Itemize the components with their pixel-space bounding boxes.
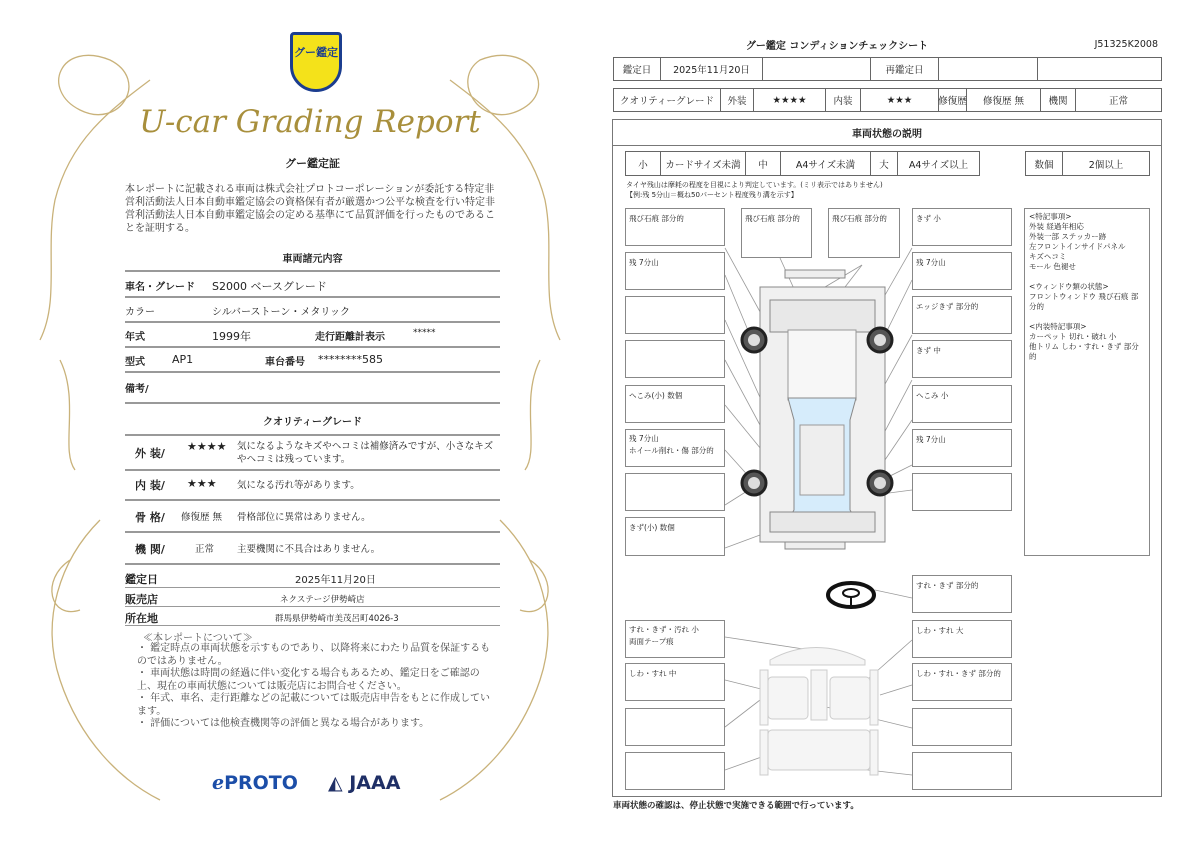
- exterior-note-box: 残 7分山 ホイール削れ・傷 部分的: [625, 429, 725, 467]
- grade-title: クオリティーグレード: [263, 417, 362, 428]
- cell: A4サイズ以上: [908, 159, 969, 171]
- note-line: 左フロントインサイドパネル: [1029, 242, 1126, 251]
- cell: 正常: [1108, 96, 1128, 107]
- cell: 2025年11月20日: [661, 58, 763, 80]
- tire-note: タイヤ残山は摩耗の程度を目視により判定しています。(ミリ表示ではありません) 【例:残 5分山＝概ね50パーセント程度残り溝を示す】: [626, 181, 883, 199]
- remarks-label: 備考/: [125, 384, 149, 395]
- address-row: 所在地 群馬県伊勢崎市美茂呂町4026-3: [125, 612, 399, 625]
- sheet-title: グー鑑定 コンディションチェックシート: [745, 41, 929, 52]
- exterior-note-box: きず 中: [912, 340, 1012, 378]
- exterior-note-box: [625, 473, 725, 511]
- exterior-note-box: 飛び石痕 部分的: [828, 208, 900, 258]
- about-item: ・ 評価については他検査機関等の評価と異なる場合があります。: [137, 718, 430, 729]
- cell: 外装: [721, 89, 754, 111]
- note-line: <特記事項>: [1029, 212, 1072, 221]
- about-item: ・ 年式、車名、走行距離などの記載については販売店申告をもとに作成しています。: [137, 693, 490, 717]
- spec-name-row: 車名・グレード S2000 ベースグレード: [125, 280, 327, 293]
- exterior-note-box: きず(小) 数個: [625, 517, 725, 556]
- exterior-note-box: きず 小: [912, 208, 1012, 246]
- cell: 機関: [1041, 89, 1076, 111]
- note-line: 外装 経過年相応: [1029, 222, 1084, 231]
- grade-row-exterior: 外 装/ ★★★★ 気になるようなキズやヘコミは補修済みですが、小さなキズやヘコミは残っています。: [135, 440, 494, 465]
- cell: 数個: [1026, 152, 1063, 175]
- spec-title: 車両諸元内容: [282, 254, 343, 265]
- interior-note-box: [625, 752, 725, 790]
- interior-note-box: すれ・きず 部分的: [912, 575, 1012, 613]
- exterior-note-box: へこみ 小: [912, 385, 1012, 423]
- exterior-note-box: 残 7分山: [912, 429, 1012, 467]
- note-line: 外装一部 ステッカー跡: [1029, 232, 1107, 241]
- note-line: フロントウィンドウ 飛び石痕 部分的: [1029, 292, 1139, 311]
- exterior-note-box: [912, 473, 1012, 511]
- cell: 内装: [826, 89, 861, 111]
- sheet-footer: 車両状態の確認は、停止状態で実施できる範囲で行っています。: [613, 801, 859, 811]
- special-notes-box: [1024, 208, 1150, 556]
- cell: 2個以上: [1088, 159, 1124, 171]
- cell: ★★★★: [754, 89, 826, 111]
- interior-note-box: [912, 708, 1012, 746]
- note-line: <ウィンドウ類の状態>: [1029, 282, 1109, 291]
- about-item: ・ 車両状態は時間の経過に伴い変化する場合もあるため、鑑定日をご確認の上、現在の車両状態については販売店にお問合せください。: [137, 668, 480, 692]
- cell: 再鑑定日: [871, 58, 939, 80]
- exterior-note-box: 残 7分山: [625, 252, 725, 290]
- proto-logo: ℯPROTO: [212, 772, 298, 794]
- cell: カードサイズ未満: [661, 152, 746, 175]
- cell: クオリティーグレード: [614, 89, 721, 111]
- interior-note-box: すれ・きず・汚れ 小 両面テープ痕: [625, 620, 725, 658]
- cell: 小: [626, 152, 661, 175]
- about-item: ・ 鑑定時点の車両状態を示すものであり、以降将来にわたり品質を保証するものではありません。: [137, 643, 491, 667]
- exterior-note-box: 残 7分山: [912, 252, 1012, 290]
- section-title: 車両状態の説明: [612, 119, 1162, 146]
- cell: ★★★: [861, 89, 939, 111]
- car-top-view: [742, 270, 892, 549]
- cell: 鑑定日: [614, 58, 661, 80]
- cert-body: 本レポートに記載される車両は株式会社プロトコーポレーションが委託する特定非営利活動法人日本自動車鑑定協会の資格保有者が厳選かつ公平な検査を行い特定非営利活動法人日本自動車鑑定協会の定める基準にて品質評価を行ったものであることを証明する。: [125, 184, 495, 234]
- interior-note-box: [912, 752, 1012, 790]
- exterior-note-box: エッジきず 部分的: [912, 296, 1012, 334]
- exterior-note-box: 飛び石痕 部分的: [741, 208, 812, 258]
- exterior-note-box: [625, 340, 725, 378]
- cell: A4サイズ未満: [781, 152, 871, 175]
- note-line: <内装特記事項>: [1029, 322, 1087, 331]
- spec-model-row: 型式 AP1 車台番号 ********585: [125, 353, 383, 368]
- jaaa-logo: ◭ JAAA: [328, 772, 401, 794]
- car-interior-view: [760, 648, 878, 776]
- steering-wheel-icon: [828, 583, 874, 607]
- report-title: U-car Grading Report: [139, 104, 481, 140]
- about-title: ≪本レポートについて≫: [143, 633, 253, 644]
- note-line: 他トリム しわ・すれ・きず 部分的: [1029, 342, 1139, 361]
- note-line: カーペット 切れ・破れ 小: [1029, 332, 1117, 341]
- gu-kantei-logo: グー鑑定: [290, 32, 342, 92]
- spec-color-row: カラー シルバーストーン・メタリック: [125, 307, 350, 318]
- shop-row: 販売店 ネクステージ伊勢崎店: [125, 593, 365, 606]
- exterior-note-box: へこみ(小) 数個: [625, 385, 725, 423]
- interior-note-box: [625, 708, 725, 746]
- doc-id: J51325K2008: [1094, 39, 1158, 50]
- appraisal-date-row: 鑑定日 2025年11月20日: [125, 573, 376, 586]
- cell: 修復歴: [939, 89, 967, 111]
- note-line: キズヘコミ: [1029, 252, 1067, 261]
- interior-note-box: しわ・すれ 中: [625, 663, 725, 701]
- interior-note-box: しわ・すれ・きず 部分的: [912, 663, 1012, 701]
- cert-title: グー鑑定証: [285, 157, 340, 170]
- interior-note-box: しわ・すれ 大: [912, 620, 1012, 658]
- exterior-note-box: 飛び石痕 部分的: [625, 208, 725, 246]
- cell: 中: [746, 152, 781, 175]
- cell: 大: [871, 152, 898, 175]
- exterior-note-box: [625, 296, 725, 334]
- spec-year-row: 年式 1999年 走行距離計表示 *****: [125, 328, 436, 343]
- cell: 修復歴 無: [967, 89, 1041, 111]
- note-line: モール 色褪せ: [1029, 262, 1076, 271]
